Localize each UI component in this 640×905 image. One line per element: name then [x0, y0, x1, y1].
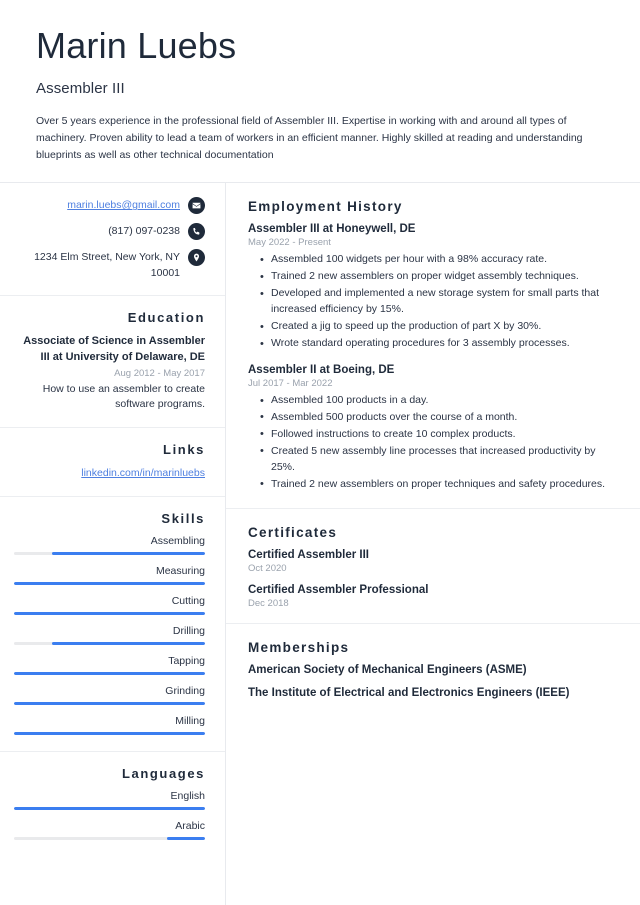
education-description: How to use an assembler to create software programs.: [42, 382, 205, 411]
skill-item: [14, 565, 205, 585]
skill-item-track: [14, 672, 205, 675]
contact-row[interactable]: [14, 197, 205, 214]
employment-bullet: • Developed and implemented a new storage system for small parts that increased efficiency by 15%.: [260, 286, 622, 318]
languages-block: [0, 751, 225, 856]
skill-item: [14, 535, 205, 555]
resume-body: [0, 183, 640, 905]
languages-heading: Languages: [121, 765, 205, 781]
contact-row: [14, 223, 205, 240]
certificates-block: [226, 508, 640, 623]
skill-item-fill: [14, 672, 205, 675]
employment-title: Assembler III at Honeywell, DE: [248, 223, 416, 236]
skills-block: [0, 496, 225, 751]
employment-date: Jul 2017 - Mar 2022: [248, 378, 333, 390]
links-heading: Links: [163, 442, 205, 458]
skill-item-fill: [52, 642, 205, 645]
links-block: [0, 427, 225, 496]
membership-item: The Institute of Electrical and Electronics Engineers (IEEE): [248, 686, 570, 699]
skill-item-track: [14, 732, 205, 735]
skill-item-label: Assembling: [150, 534, 205, 547]
skill-item-fill: [14, 612, 205, 615]
skill-item-track: [14, 582, 205, 585]
language-item-label: Arabic: [175, 819, 205, 832]
language-item-fill: [14, 807, 205, 810]
skill-item: [14, 625, 205, 645]
certificates-heading: Certificates: [248, 524, 338, 540]
employment-bullet: • Created 5 new assembly line processes that increased productivity by 25%.: [260, 444, 622, 476]
contact-value[interactable]: marin.luebs@gmail.com: [67, 199, 180, 212]
language-item: [14, 790, 205, 810]
contact-row: [14, 249, 205, 280]
contact-value: (817) 097-0238: [108, 225, 180, 238]
education-title: Associate of Science in Assembler III at University of Delaware, DE: [23, 334, 205, 363]
location-pin-icon: [188, 249, 205, 266]
skill-item-fill: [14, 702, 205, 705]
skill-item-label: Drilling: [172, 624, 205, 637]
employment-bullet: • Assembled 100 widgets per hour with a 98% accuracy rate.: [260, 252, 622, 268]
skill-item-label: Cutting: [171, 594, 205, 607]
language-item-track: [14, 837, 205, 840]
employment-bullet: • Assembled 100 products in a day.: [260, 393, 622, 409]
skill-item-fill: [14, 582, 205, 585]
employment-bullet: • Followed instructions to create 10 complex products.: [260, 427, 622, 443]
skill-item-label: Milling: [175, 714, 205, 727]
page-title: Marin Luebs: [36, 25, 237, 66]
language-item-fill: [167, 837, 205, 840]
membership-item: American Society of Mechanical Engineers (ASME): [248, 663, 527, 676]
employment-entry: [248, 364, 622, 493]
contact-block: [0, 183, 225, 294]
employment-bullet: • Trained 2 new assemblers on proper techniques and safety procedures.: [260, 477, 622, 493]
language-item-label: English: [170, 789, 205, 802]
employment-bullet: • Wrote standard operating procedures for 3 assembly processes.: [260, 336, 622, 352]
skills-heading: Skills: [161, 510, 205, 526]
certificate-entry: [248, 584, 622, 609]
language-item-track: [14, 807, 205, 810]
job-title-subheading: Assembler III: [36, 80, 125, 98]
employment-title: Assembler II at Boeing, DE: [248, 364, 395, 377]
main-column: [226, 183, 640, 905]
professional-summary: Over 5 years experience in the professional field of Assembler III. Expertise in working with and around all types of machinery. Proven ability to lead a team of workers in an efficient manner. Highly skilled at reading and understanding blueprints as well as other technical documentation: [36, 115, 583, 162]
memberships-block: [226, 623, 640, 713]
employment-heading: Employment History: [248, 199, 403, 215]
education-heading: Education: [127, 309, 205, 325]
education-entry: [14, 334, 205, 413]
certificate-entry: [248, 549, 622, 574]
certificate-date: Dec 2018: [248, 597, 289, 609]
employment-bullet: • Assembled 500 products over the course of a month.: [260, 410, 622, 426]
phone-icon: [188, 223, 205, 240]
skill-item: [14, 655, 205, 675]
employment-bullet: • Created a jig to speed up the production of part X by 30%.: [260, 319, 622, 335]
skill-item-track: [14, 642, 205, 645]
memberships-heading: Memberships: [248, 639, 350, 655]
certificate-name: Certified Assembler Professional: [248, 583, 429, 596]
contact-value: 1234 Elm Street, New York, NY 10001: [34, 251, 180, 279]
skill-item: [14, 715, 205, 735]
education-date: Aug 2012 - May 2017: [114, 367, 205, 379]
employment-date: May 2022 - Present: [248, 237, 331, 249]
employment-block: [226, 183, 640, 507]
skill-item-track: [14, 702, 205, 705]
link-item[interactable]: linkedin.com/in/marinluebs: [81, 467, 205, 480]
skill-item-track: [14, 552, 205, 555]
skill-item-track: [14, 612, 205, 615]
resume-header: [0, 0, 640, 182]
skill-item: [14, 595, 205, 615]
certificate-date: Oct 2020: [248, 562, 287, 574]
skill-item: [14, 685, 205, 705]
education-block: [0, 295, 225, 427]
skill-item-label: Tapping: [168, 654, 205, 667]
skill-item-fill: [14, 732, 205, 735]
skill-item-label: Grinding: [165, 684, 205, 697]
sidebar-column: [0, 183, 226, 905]
certificate-name: Certified Assembler III: [248, 548, 370, 561]
language-item: [14, 820, 205, 840]
skill-item-label: Measuring: [155, 564, 205, 577]
skill-item-fill: [52, 552, 205, 555]
employment-bullet: • Trained 2 new assemblers on proper widget assembly techniques.: [260, 269, 622, 285]
envelope-icon: [188, 197, 205, 214]
employment-entry: [248, 223, 622, 352]
